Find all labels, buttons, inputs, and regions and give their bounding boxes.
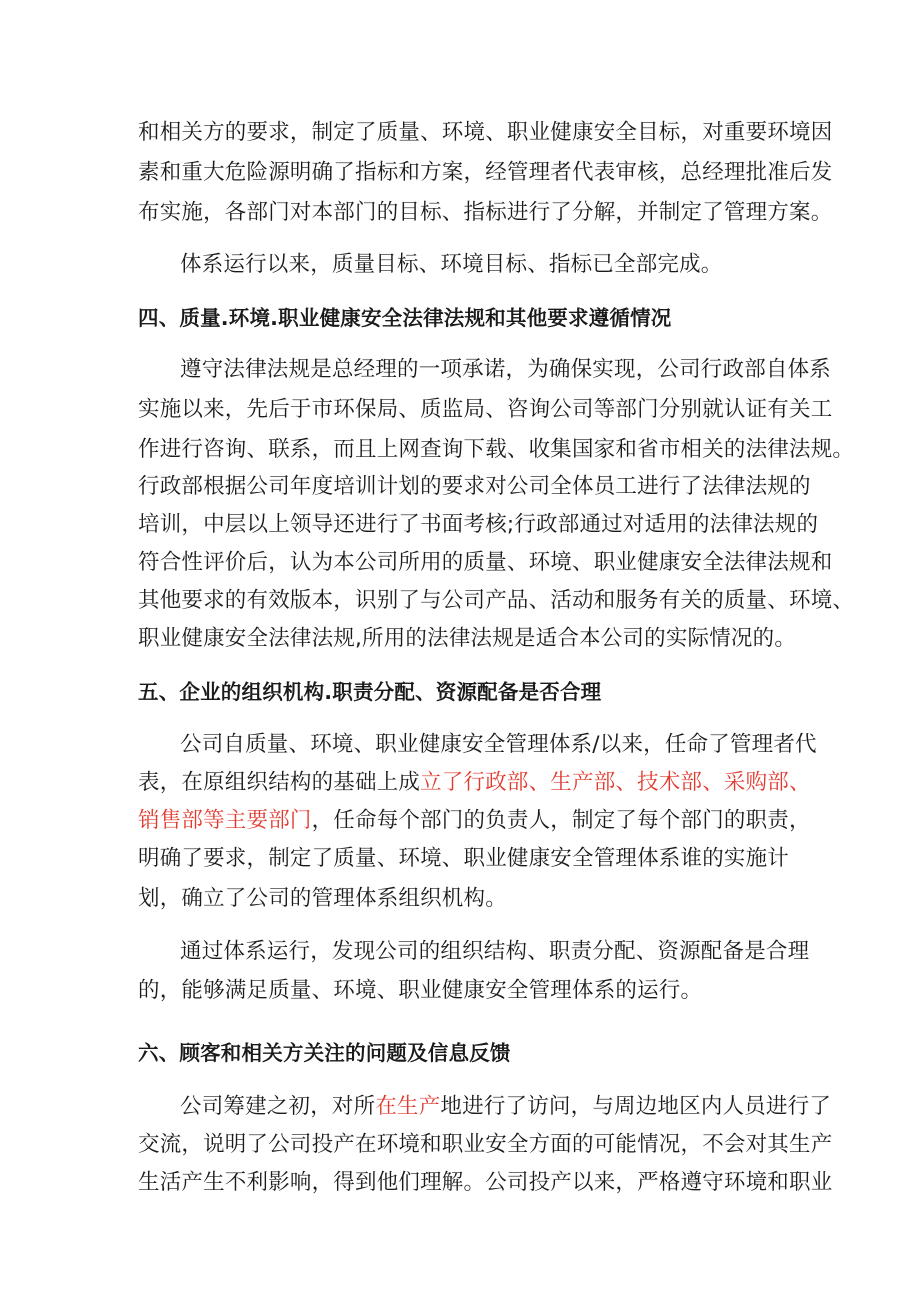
customer-line-2: 交流，说明了公司投产在环境和职业安全方面的可能情况，不会对其生产	[138, 1132, 833, 1157]
org-line-2-text: 表，在原组织结构的基础上成	[138, 770, 421, 795]
org-line-3	[138, 806, 811, 836]
law-line-6: 符合性评价后，认为本公司所用的质量、环境、职业健康安全法律法规和	[138, 550, 833, 575]
org-line-5: 划，确立了公司的管理体系组织机构。	[138, 886, 507, 911]
section-heading-4: 四、质量.环境.职业健康安全法律法规和其他要求遵循情况	[138, 306, 672, 330]
law-line-4: 行政部根据公司年度培训计划的要求对公司全体员工进行了法律法规的	[138, 474, 811, 499]
section-heading-6: 六、顾客和相关方关注的问题及信息反馈	[138, 1041, 511, 1065]
org-result-line-1: 通过体系运行，发现公司的组织结构、职责分配、资源配备是合理	[180, 939, 810, 964]
customer-line-1-highlight: 在生产	[375, 1094, 441, 1119]
section-heading-5: 五、企业的组织机构.职责分配、资源配备是否合理	[138, 680, 602, 704]
objectives-line-3: 布实施，各部门对本部门的目标、指标进行了分解，并制定了管理方案。	[138, 200, 833, 225]
law-line-5: 培训，中层以上领导还进行了书面考核;行政部通过对适用的法律法规的	[138, 512, 819, 537]
org-line-2-highlight: 立了行政部、生产部、技术部、采购部、	[420, 770, 811, 795]
law-line-2: 实施以来，先后于市环保局、质监局、咨询公司等部门分别就认证有关工	[138, 397, 833, 422]
law-line-1: 遵守法律法规是总经理的一项承诺，为确保实现，公司行政部自体系	[180, 357, 832, 382]
completion-line-1: 体系运行以来，质量目标、环境目标、指标已全部完成。	[180, 252, 723, 277]
customer-line-1-text-b: 地进行了访问，与周边地区内人员进行了	[440, 1094, 832, 1119]
law-line-8: 职业健康安全法律法规,所用的法律法规是适合本公司的实际情况的。	[138, 626, 797, 651]
org-result-line-2: 的，能够满足质量、环境、职业健康安全管理体系的运行。	[138, 978, 703, 1003]
objectives-line-2: 素和重大危险源明确了指标和方案，经管理者代表审核，总经理批准后发	[138, 160, 833, 185]
org-line-1: 公司自质量、环境、职业健康安全管理体系/以来，任命了管理者代	[180, 732, 817, 757]
law-line-3: 作进行咨询、联系，而且上网查询下载、收集国家和省市相关的法律法规。	[138, 437, 855, 462]
org-line-2	[138, 768, 811, 798]
org-line-4: 明确了要求，制定了质量、环境、职业健康安全管理体系谁的实施计	[138, 846, 790, 871]
law-line-7: 其他要求的有效版本，识别了与公司产品、活动和服务有关的质量、环境、	[138, 588, 855, 613]
objectives-line-1: 和相关方的要求，制定了质量、环境、职业健康安全目标，对重要环境因	[138, 120, 833, 145]
org-line-3-text: ，任命每个部门的负责人，制定了每个部门的职责，	[311, 808, 811, 833]
customer-line-1	[180, 1092, 831, 1122]
org-line-3-highlight: 销售部等主要部门	[138, 808, 312, 833]
customer-line-1-text-a: 公司筹建之初，对所	[180, 1094, 376, 1119]
customer-line-3: 生活产生不利影响，得到他们理解。公司投产以来，严格遵守环境和职业	[138, 1170, 833, 1195]
